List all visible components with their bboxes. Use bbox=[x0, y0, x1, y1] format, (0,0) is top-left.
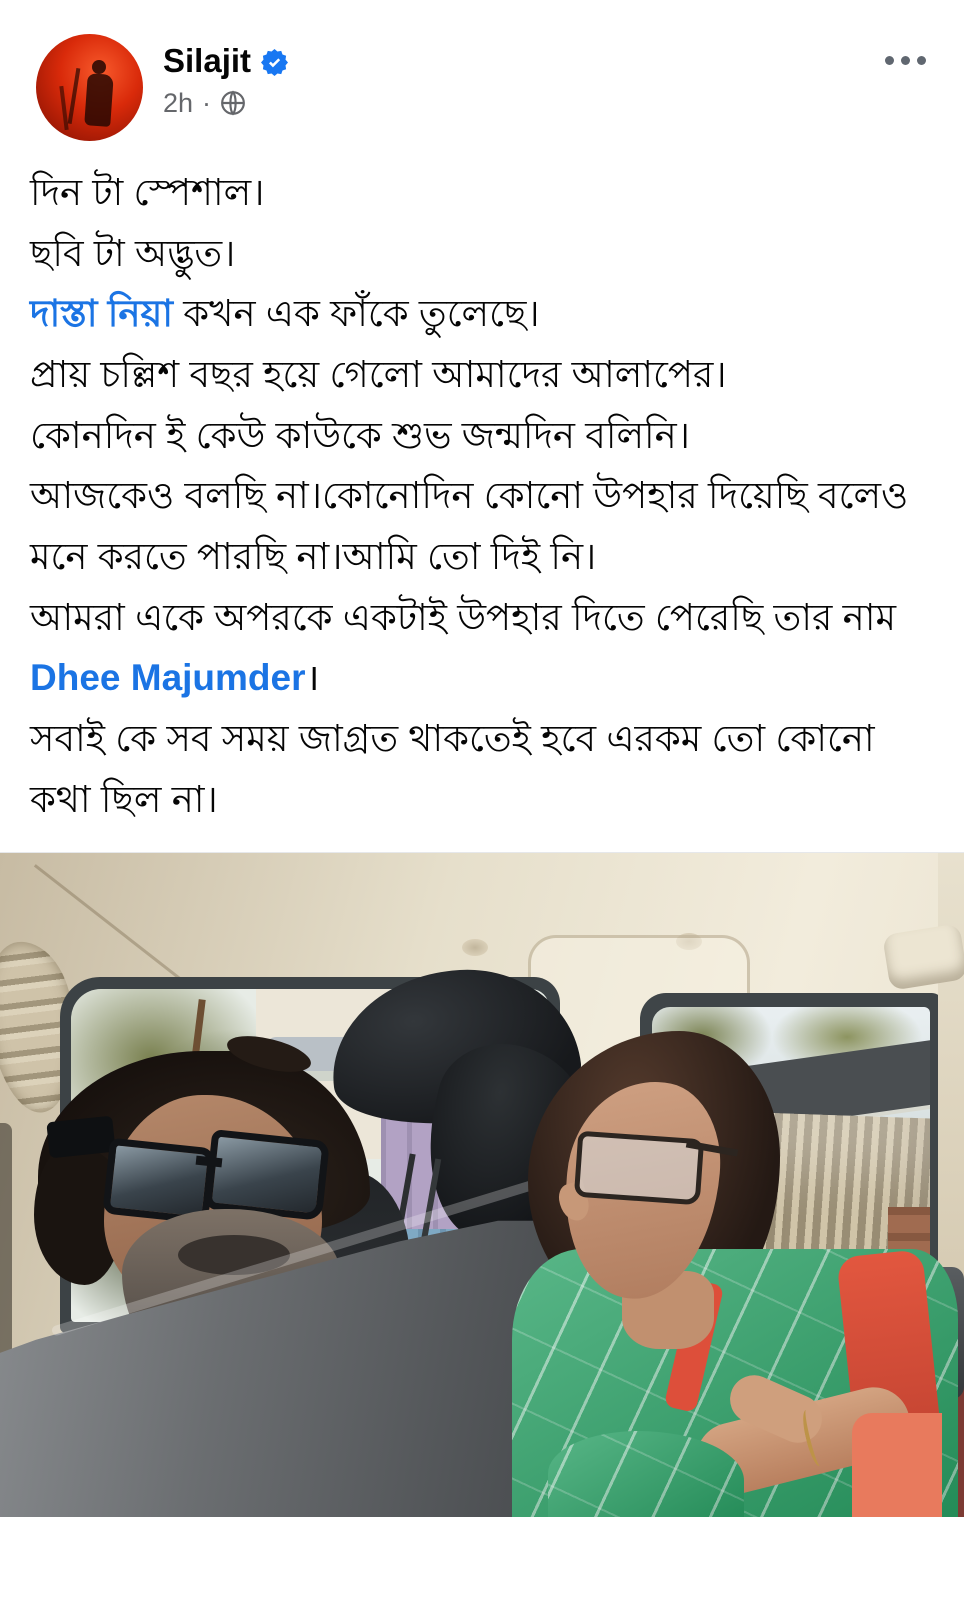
paragraph-text: কখন এক ফাঁকে তুলেছে। bbox=[172, 293, 540, 335]
woman-glasses bbox=[574, 1131, 704, 1206]
profile-avatar[interactable] bbox=[36, 34, 143, 141]
post-meta bbox=[163, 88, 288, 119]
post-header bbox=[0, 0, 964, 141]
tagged-person-link[interactable]: দাস্তা নিয়া bbox=[30, 293, 173, 335]
post-paragraph: দিন টা স্পেশাল। bbox=[30, 172, 265, 213]
verified-badge-icon bbox=[261, 49, 288, 76]
performer-body-silhouette bbox=[84, 73, 114, 127]
post-paragraph bbox=[30, 284, 932, 345]
post-paragraph: কোনদিন ই কেউ কাউকে শুভ জন্মদিন বলিনি। bbox=[30, 414, 690, 456]
performer-head-silhouette bbox=[92, 60, 106, 74]
right-pillar bbox=[938, 853, 964, 1283]
paragraph-text: আমরা একে অপরকে একটাই উপহার দিতে পেরেছি তার নাম bbox=[30, 596, 897, 638]
author-name[interactable]: Silajit bbox=[163, 42, 252, 79]
tagged-person-link-dhee-majumder[interactable]: Dhee Majumder bbox=[30, 657, 306, 699]
timestamp[interactable]: 2h bbox=[163, 87, 194, 118]
meta-separator: · bbox=[202, 87, 212, 118]
header-meta bbox=[163, 34, 288, 119]
privacy-globe-icon bbox=[220, 90, 246, 116]
sunglasses-temple bbox=[46, 1116, 115, 1159]
post-photo[interactable] bbox=[0, 853, 964, 1517]
ellipsis-icon bbox=[901, 56, 910, 65]
post-paragraph: প্রায় চল্লিশ বছর হয়ে গেলো আমাদের আলাপের। bbox=[30, 354, 727, 396]
mic-stand-silhouette bbox=[68, 68, 81, 124]
post-paragraph bbox=[30, 588, 932, 709]
ellipsis-icon bbox=[917, 56, 926, 65]
post-paragraph: সবাই কে সব সময় জাগ্রত থাকতেই হবে এরকম তো কোনো কথা ছিল না। bbox=[30, 718, 875, 820]
sunglasses-right-lens bbox=[204, 1129, 330, 1221]
grab-handle bbox=[882, 924, 964, 992]
more-options-button[interactable] bbox=[877, 34, 934, 87]
ceiling-clip bbox=[462, 939, 488, 956]
post-paragraph: ছবি টা অদ্ভুত। bbox=[30, 232, 236, 274]
post-text bbox=[0, 141, 964, 830]
coral-fabric bbox=[852, 1413, 942, 1517]
mic-stand-silhouette bbox=[59, 86, 68, 130]
ellipsis-icon bbox=[885, 56, 894, 65]
paragraph-text: । bbox=[305, 657, 320, 699]
post-paragraph: আজকেও বলছি না।কোনোদিন কোনো উপহার দিয়েছি বলেও মনে করতে পারছি না।আমি তো দিই নি। bbox=[30, 475, 909, 578]
